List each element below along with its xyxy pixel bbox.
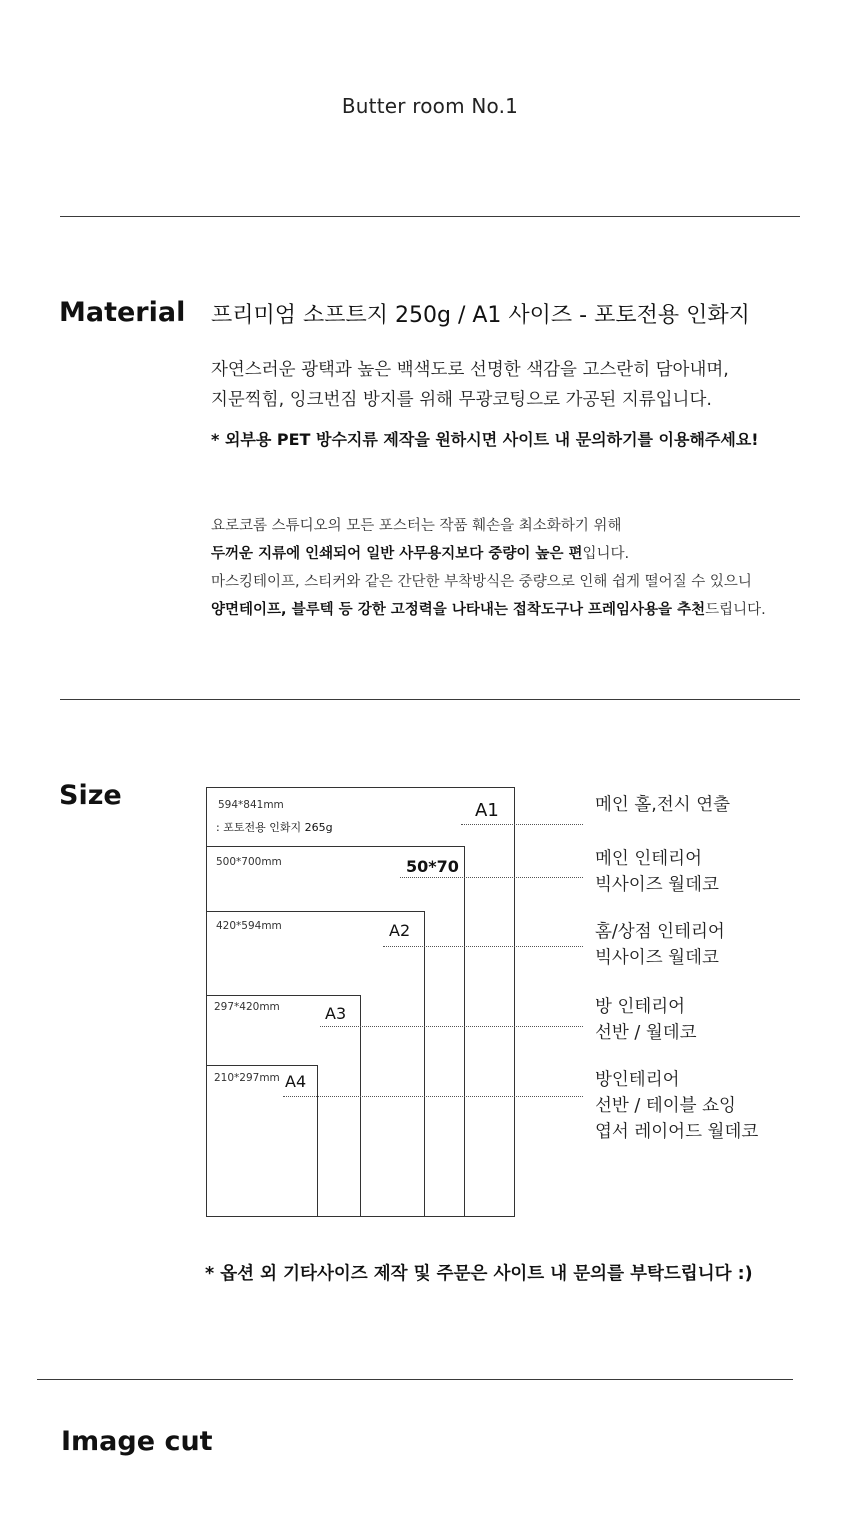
size-leader-a3 — [320, 1026, 583, 1027]
material-detail-bold: 양면테이프, 블루텍 등 강한 고정력을 나타내는 접착도구나 프레임사용을 추천 — [211, 602, 706, 618]
size-usage-line: 방인테리어 — [595, 1070, 680, 1090]
brand-title: Butter room No.1 — [341, 94, 519, 118]
size-usage-line: 방 인테리어 — [595, 997, 686, 1017]
size-usage-a2 — [595, 919, 725, 971]
material-details — [211, 512, 766, 624]
size-usage-line: 메인 홀,전시 연출 — [595, 795, 731, 815]
material-detail-tail: 입니다. — [582, 546, 630, 562]
size-usage-a4 — [595, 1067, 758, 1145]
material-desc-line: 지문찍힘, 잉크번짐 방지를 위해 무광코팅으로 가공된 지류입니다. — [211, 390, 712, 410]
divider — [60, 216, 800, 217]
size-usage-line: 빅사이즈 월데코 — [595, 875, 719, 895]
size-usage-line: 홈/상점 인테리어 — [595, 922, 725, 942]
size-usage-a3 — [595, 994, 697, 1046]
size-leader-a2 — [383, 946, 583, 947]
size-paper-a1: : 포토전용 인화지 265g — [216, 821, 333, 834]
material-detail-line: 마스킹테이프, 스티커와 같은 간단한 부착방식은 중량으로 인해 쉽게 떨어질 수 있으니 — [211, 574, 752, 590]
size-dims-a4: 210*297mm — [214, 1072, 280, 1084]
material-detail-bold: 두꺼운 지류에 인쇄되어 일반 사무용지보다 중량이 높은 편 — [211, 546, 583, 562]
size-dims-a3: 297*420mm — [214, 1001, 280, 1013]
size-usage-line: 엽서 레이어드 월데코 — [595, 1122, 759, 1142]
material-desc-line: 자연스러운 광택과 높은 백색도로 선명한 색감을 고스란히 담아내며, — [211, 360, 729, 380]
size-note: * 옵션 외 기타사이즈 제작 및 주문은 사이트 내 문의를 부탁드립니다 :) — [205, 1264, 753, 1284]
size-section-title: Size — [59, 780, 122, 811]
image-cut-section-title: Image cut — [61, 1426, 213, 1457]
material-description — [211, 355, 729, 415]
size-label-50x70: 50*70 — [406, 857, 459, 876]
size-usage-line: 메인 인테리어 — [595, 849, 702, 869]
size-usage-line: 선반 / 월데코 — [595, 1023, 697, 1043]
size-label-a3: A3 — [325, 1004, 347, 1023]
size-label-a2: A2 — [389, 921, 411, 940]
size-label-a4: A4 — [285, 1072, 307, 1091]
material-detail-line: 요로코롬 스튜디오의 모든 포스터는 작품 훼손을 최소화하기 위해 — [211, 518, 622, 534]
size-dims-a2: 420*594mm — [216, 920, 282, 932]
material-headline: 프리미엄 소프트지 250g / A1 사이즈 - 포토전용 인화지 — [211, 303, 750, 328]
size-usage-a1 — [595, 792, 730, 818]
size-leader-a4 — [283, 1096, 583, 1097]
size-label-a1: A1 — [475, 800, 499, 821]
size-usage-line: 선반 / 테이블 쇼잉 — [595, 1096, 736, 1116]
material-detail-tail: 드립니다. — [705, 602, 766, 618]
size-dims-a1: 594*841mm — [218, 799, 284, 811]
size-leader-50x70 — [400, 877, 583, 878]
size-dims-50x70: 500*700mm — [216, 856, 282, 868]
material-detail-line — [211, 596, 766, 624]
size-leader-a1 — [461, 824, 583, 825]
divider — [60, 699, 800, 700]
size-usage-50x70 — [595, 846, 719, 898]
material-detail-line — [211, 540, 766, 568]
divider — [37, 1379, 793, 1380]
size-usage-line: 빅사이즈 월데코 — [595, 948, 719, 968]
material-note: * 외부용 PET 방수지류 제작을 원하시면 사이트 내 문의하기를 이용해주세요! — [211, 430, 759, 449]
material-section-title: Material — [59, 297, 186, 328]
